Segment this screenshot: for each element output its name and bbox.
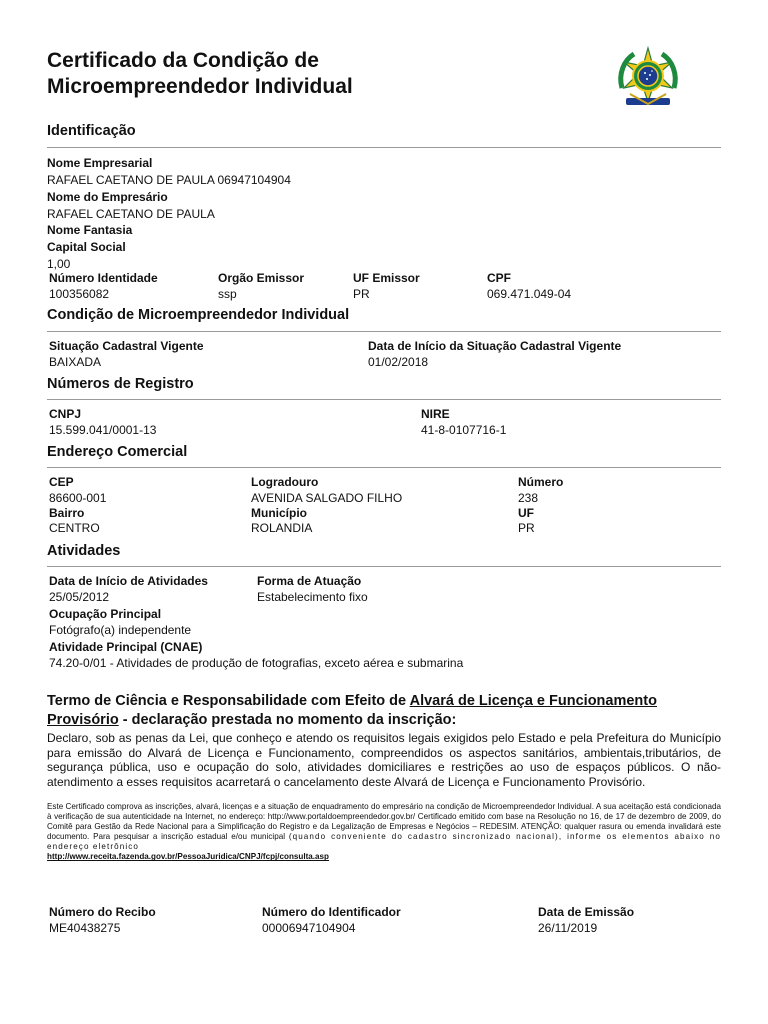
nire-value: 41-8-0107716-1	[421, 423, 507, 437]
brazil-coat-of-arms-icon	[612, 44, 684, 116]
consulta-link[interactable]: http://www.receita.fazenda.gov.br/PessoaJuridica/CNPJ/fcpj/consulta.asp	[47, 852, 330, 862]
divider	[47, 566, 721, 567]
uf-emissor-label: UF Emissor	[353, 271, 420, 285]
ocupacao-principal-value: Fotógrafo(a) independente	[49, 623, 192, 637]
nire-label: NIRE	[421, 407, 450, 421]
numero-value: 238	[518, 491, 539, 505]
fine-print	[47, 802, 721, 863]
forma-atuacao-value: Estabelecimento fixo	[257, 590, 368, 604]
uf-label: UF	[518, 506, 534, 520]
situacao-cadastral-value: BAIXADA	[49, 355, 102, 369]
section-condicao-heading: Condição de Microempreendedor Individual	[47, 307, 350, 323]
data-inicio-atividades-value: 25/05/2012	[49, 590, 110, 604]
logradouro-value: AVENIDA SALGADO FILHO	[251, 491, 403, 505]
section-registro-heading: Números de Registro	[47, 376, 194, 392]
title-line-2: Microempreendedor Individual	[47, 75, 353, 98]
nome-empresarial-value: RAFAEL CAETANO DE PAULA 06947104904	[47, 173, 291, 187]
ocupacao-principal-label: Ocupação Principal	[49, 607, 162, 621]
data-emissao-value: 26/11/2019	[538, 921, 598, 935]
municipio-value: ROLANDIA	[251, 521, 313, 535]
divider	[47, 399, 721, 400]
cep-value: 86600-001	[49, 491, 107, 505]
data-inicio-atividades-label: Data de Início de Atividades	[49, 574, 208, 588]
termo-title-part1: Termo de Ciência e Responsabilidade com Efeito de	[47, 693, 410, 709]
capital-social-value: 1,00	[47, 257, 71, 271]
numero-identidade-label: Número Identidade	[49, 271, 158, 285]
fine-print-spaced-text: (quando conveniente do cadastro sincronizado nacional), informe os elementos abaixo no endereço eletrônico	[47, 832, 721, 852]
section-endereco-heading: Endereço Comercial	[47, 444, 188, 460]
termo-title-part2: - declaração prestada no momento da inscrição:	[118, 712, 457, 728]
alvara-link: Alvará de Licença e Funcionamento Provisório	[47, 693, 657, 728]
divider	[47, 147, 721, 148]
cpf-label: CPF	[487, 271, 511, 285]
numero-label: Número	[518, 475, 564, 489]
uf-emissor-value: PR	[353, 287, 370, 301]
cnpj-label: CNPJ	[49, 407, 82, 421]
situacao-cadastral-label: Situação Cadastral Vigente	[49, 339, 204, 353]
bairro-value: CENTRO	[49, 521, 100, 535]
municipio-label: Município	[251, 506, 307, 520]
numero-recibo-value: ME40438275	[49, 921, 121, 935]
data-inicio-situacao-label: Data de Início da Situação Cadastral Vigente	[368, 339, 622, 353]
numero-recibo-label: Número do Recibo	[49, 905, 156, 919]
numero-identificador-label: Número do Identificador	[262, 905, 401, 919]
nome-empresario-value: RAFAEL CAETANO DE PAULA	[47, 207, 215, 221]
cnae-value: 74.20-0/01 - Atividades de produção de fotografias, exceto aérea e submarina	[49, 656, 464, 670]
title-line-1: Certificado da Condição de	[47, 49, 319, 72]
divider	[47, 331, 721, 332]
uf-value: PR	[518, 521, 535, 535]
numero-identidade-value: 100356082	[49, 287, 110, 301]
cnae-label: Atividade Principal (CNAE)	[49, 640, 203, 654]
nome-fantasia-label: Nome Fantasia	[47, 223, 133, 237]
divider	[47, 467, 721, 468]
data-emissao-label: Data de Emissão	[538, 905, 635, 919]
nome-empresario-label: Nome do Empresário	[47, 190, 168, 204]
logradouro-label: Logradouro	[251, 475, 319, 489]
capital-social-label: Capital Social	[47, 240, 126, 254]
section-atividades-heading: Atividades	[47, 543, 121, 559]
cpf-value: 069.471.049-04	[487, 287, 572, 301]
declaracao-text: Declaro, sob as penas da Lei, que conheço e atendo os requisitos legais exigidos pelo Estado e pela Prefeitura do Município para emissão do Alvará de Licença e Funcionamento, compreendidos os aspectos sanitários, ambientais,tributários, de segurança pública, uso e ocupação do solo, atividades domiciliares e restrições ao uso de espaços públicos. O não-atendimento a esses requisitos acarretará o cancelamento deste Alvará de Licença e Funcionamento Provisório.	[47, 731, 721, 789]
orgao-emissor-label: Orgão Emissor	[218, 271, 305, 285]
data-inicio-situacao-value: 01/02/2018	[368, 355, 429, 369]
forma-atuacao-label: Forma de Atuação	[257, 574, 362, 588]
numero-identificador-value: 00006947104904	[262, 921, 356, 935]
fine-print-text: Este Certificado comprova as inscrições, alvará, licenças e a situação de enquadramento do empresário na condição de Microempreendedor Individual. A sua aceitação está condicionada à verificação de sua autenticidade na Internet, no endereço: http://www.portaldoempreendedor.gov.br/ Certificado emitido com base na Resolução no 16, de 17 de dezembro de 2009, do Comitê para Gestão da Rede Nacional para a Simplificação do Registro e da Legalização de Empresas e Negócios – REDESIM. ATENÇÃO: qualquer rasura ou emenda invalidará este documento. Para pesquisar a inscrição estadual e/ou municipal	[47, 802, 721, 842]
orgao-emissor-value: ssp	[218, 287, 237, 301]
section-identificacao-heading: Identificação	[47, 123, 136, 139]
termo-title	[47, 692, 721, 730]
bairro-label: Bairro	[49, 506, 85, 520]
cnpj-value: 15.599.041/0001-13	[49, 423, 157, 437]
page-title	[47, 48, 567, 100]
nome-empresarial-label: Nome Empresarial	[47, 156, 153, 170]
cep-label: CEP	[49, 475, 74, 489]
